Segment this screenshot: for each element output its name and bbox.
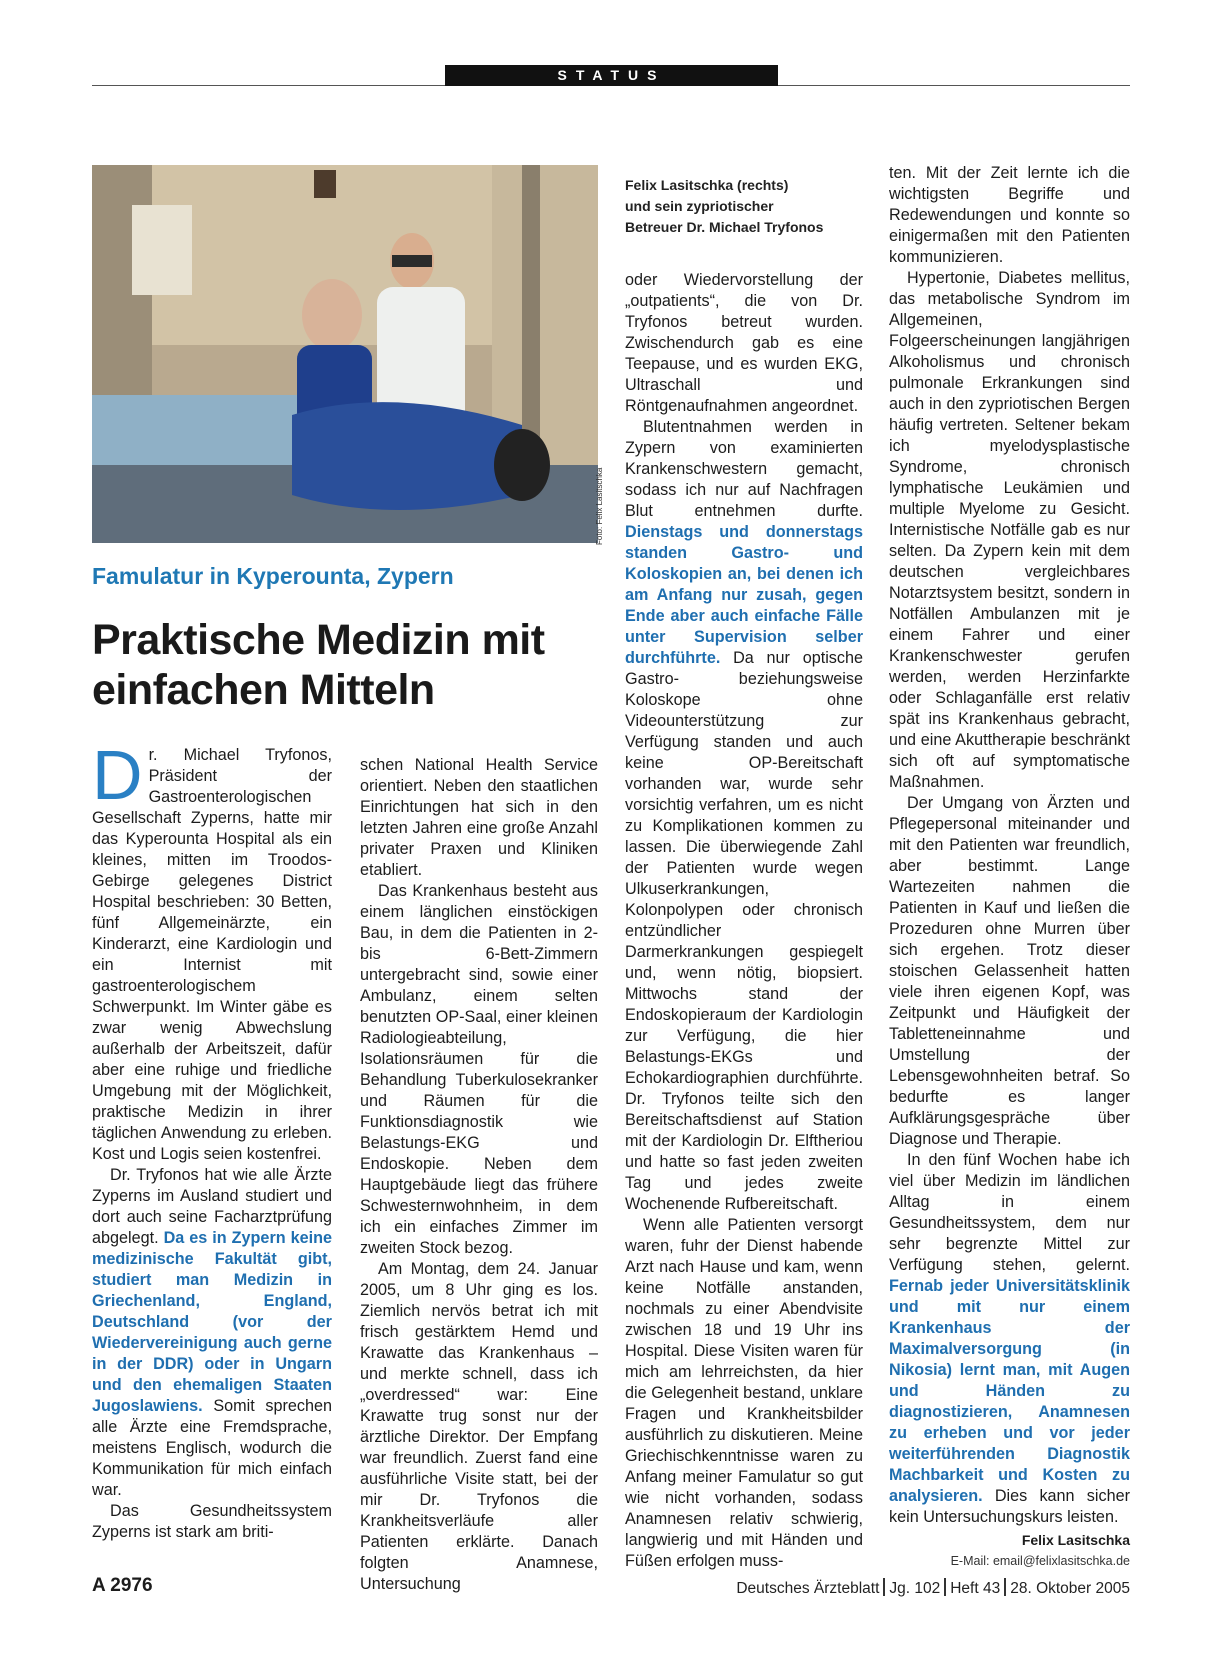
paragraph-text: In den fünf Wochen habe ich viel über Medizin im ländlichen Alltag in einem Gesundheitssystem, dem nur sehr begrenzte Mittel zur Verfügung stehen, gelernt. [889, 1151, 1130, 1274]
journal-volume: Jg. 102 [889, 1580, 941, 1597]
journal-footer [736, 1578, 1130, 1598]
highlighted-text: Da es in Zypern keine medizinische Fakultät gibt, studiert man Medizin in Griechenland, England, Deutschland (vor der Wiedervereinigung auch gerne in der DDR) oder in Ungarn und den ehemaligen Staaten Jugoslawiens. [92, 1229, 333, 1415]
paragraph-text: Somit sprechen alle Ärzte eine Fremdsprache, meistens Englisch, wodurch die Kommunikation für mich einfach war. [92, 1397, 332, 1499]
separator [1004, 1578, 1006, 1596]
paragraph-text: Da nur optische Gastro- beziehungsweise Koloskope ohne Videounterstützung zur Verfügung standen und auch keine OP-Bereitschaft vorhanden war, wurde sehr vorsichtig verfahren, um es nicht zu Komplikationen kommen zu lassen. Die überwiegende Zahl der Patienten wurde wegen Ulkuserkrankungen, Kolonpolypen oder chronisch entzündlicher Darmerkrankungen gespiegelt und, wenn nötig, biopsiert. Mittwochs stand der Endoskopieraum der Kardiologin zur Verfügung, die hier Belastungs-EKGs und Echokardiographien durchführte. Dr. Tryfonos teilte sich den Bereitschaftsdienst auf Station mit der Kardiologin Dr. Elftheriou und hatte so fast jeden zweiten Tag und jedes zweite Wochenende Rufbereitschaft. [625, 649, 863, 1213]
caption-line: Betreuer Dr. Michael Tryfonos [625, 219, 824, 235]
paragraph-text: r. Michael Tryfonos, Präsident der Gastroenterologischen Gesellschaft Zyperns, hatte mir das Kyperounta Hospital als ein kleines, mitten im Troodos-Gebirge gelegenes District Hospital beschrieben: 30 Betten, fünf Allgemeinärzte, ein Kinderarzt, eine Kardiologin und ein Internist mit gastroenterologischem Schwerpunkt. Im Winter gäbe es zwar wenig Abwechslung außerhalb der Arbeitszeit, dafür aber eine ruhige und friedliche Umgebung mit der Möglichkeit, praktische Medizin in ihrer täglichen Anwendung zu erleben. Kost und Logis seien kostenfrei. [92, 746, 332, 1163]
paragraph-text: Dr. Tryfonos hat wie alle Ärzte Zyperns im Ausland studiert und dort auch seine Facharztprüfung abgelegt. [92, 1166, 332, 1247]
author-email[interactable]: E-Mail: email@felixlasitschka.de [950, 1554, 1130, 1568]
paragraph-text: Dies kann sicher kein Untersuchungskurs leisten. [889, 1487, 1130, 1526]
photo-credit: Foto: Felix Lasitschka [595, 467, 604, 545]
paragraph: oder Wiedervorstellung der „outpatients“, die von Dr. Tryfonos betreut wurden. Zwischendurch gab es eine Teepause, und es wurden EKG, Ultraschall und Röntgenaufnahmen angeordnet. [625, 271, 863, 415]
photo-illustration [92, 165, 598, 543]
paragraph: Hypertonie, Diabetes mellitus, das metabolische Syndrom im Allgemeinen, Folgeerscheinungen langjährigen Alkoholismus und chronisch pulmonale Erkrankungen sind auch in den zypriotischen Bergen häufig vertreten. Seltener bekam ich myelodysplastische Syndrome, chronisch lymphatische Leukämien und multiple Myelome zu Gesicht. Internistische Notfälle gab es nur selten. Da Zypern kein mit dem deutschen vergleichbares Notarztsystem besitzt, sondern in Notfällen Ambulanzen mit je einem Fahrer und einer Krankenschwester gerufen werden, werden Herzinfarkte oder Schlaganfälle erst relativ spät ins Krankenhaus gebracht, und eine Akuttherapie beschränkt sich oft auf symptomatische Maßnahmen. [889, 269, 1130, 791]
article-photo [92, 165, 598, 543]
author-signature: Felix Lasitschka [1021, 1532, 1130, 1548]
highlighted-text: Fernab jeder Universitätsklinik und mit nur einem Krankenhaus der Maximalversorgung (in Nikosia) lernt man, mit Augen und Händen zu diagnostizieren, Anamnesen zu erheben und vor jeder weiterführenden Diagnostik Machbarkeit und Kosten zu analysieren. [889, 1277, 1130, 1505]
text-column-3 [625, 270, 863, 1572]
paragraph: Wenn alle Patienten versorgt waren, fuhr der Dienst habende Arzt nach Hause und kam, wenn keine Notfälle anstanden, nochmals zu einer Abendvisite zwischen 18 und 19 Uhr ins Hospital. Diese Visiten waren für mich am lehrreichsten, da hier die Gelegenheit bestand, unklare Fragen und Krankheitsbilder ausführlich zu diskutieren. Meine Griechischkenntnisse waren zu Anfang meiner Famulatur so gut wie nicht vorhanden, sodass Anamnesen relativ schwierig, langwierig und mit Händen und Füßen erfolgen muss- [625, 1216, 863, 1570]
paragraph [625, 417, 863, 1215]
text-column-2 [360, 755, 598, 1595]
paragraph [92, 736, 332, 1165]
drop-cap: D [92, 736, 143, 814]
separator [883, 1578, 885, 1596]
text-column-4 [889, 163, 1130, 1572]
highlighted-text: Dienstags und donnerstags standen Gastro- und Koloskopien an, bei denen ich am Anfang nur zusah, gegen Ende aber auch einfache Fälle unter Supervision selber durchführte. [625, 523, 863, 667]
paragraph: Am Montag, dem 24. Januar 2005, um 8 Uhr ging es los. Ziemlich nervös betrat ich mit frisch gestärktem Hemd und Krawatte das Krankenhaus – und merkte schnell, dass ich „overdressed“ war: Eine Krawatte trug sonst nur der ärztliche Direktor. Der Empfang war freundlich. Zuerst fand eine ausführliche Visite statt, bei der mir Dr. Tryfonos die Krankheitsverläufe aller Patienten erklärte. Danach folgten Anamnese, Untersuchung [360, 1260, 598, 1593]
journal-issue: Heft 43 [950, 1580, 1001, 1597]
caption-line: Felix Lasitschka (rechts) [625, 177, 789, 193]
section-label: STATUS [445, 65, 778, 86]
paragraph [889, 1150, 1130, 1528]
headline-line: einfachen Mitteln [92, 666, 435, 714]
paragraph: Das Gesundheitssystem Zyperns ist stark am briti- [92, 1502, 332, 1541]
paragraph: ten. Mit der Zeit lernte ich die wichtigsten Begriffe und Redewendungen und konnte so einigermaßen mit den Patienten kommunizieren. [889, 164, 1130, 266]
headline-line: Praktische Medizin mit [92, 616, 545, 664]
paragraph [92, 1165, 332, 1501]
paragraph: Der Umgang von Ärzten und Pflegepersonal miteinander und mit den Patienten war freundlich, aber bestimmt. Lange Wartezeiten nahmen die Patienten in Kauf und ließen die Prozeduren ohne Murren über sich ergehen. Trotz dieser stoischen Gelassenheit hatten viele ihren eigenen Kopf, was Zeitpunkt und Häufigkeit der Tabletteneinnahme und Umstellung der Lebensgewohnheiten betraf. So bedurfte es langer Aufklärungsgespräche über Diagnose und Therapie. [889, 794, 1130, 1148]
photo-caption [625, 175, 865, 238]
paragraph: schen National Health Service orientiert. Neben den staatlichen Einrichtungen hat sich in den letzten Jahren eine große Anzahl privater Praxen und Kliniken etabliert. [360, 756, 598, 879]
journal-date: 28. Oktober 2005 [1010, 1580, 1130, 1597]
paragraph: Das Krankenhaus besteht aus einem länglichen einstöckigen Bau, in dem die Patienten in 2- bis 6-Bett-Zimmern untergebracht sind, sowie einer Ambulanz, einem selten benutzten OP-Saal, einer kleinen Radiologieabteilung, Isolationsräumen für die Behandlung Tuberkulosekranker und Räumen für die Funktionsdiagnostik wie Belastungs-EKG und Endoskopie. Neben dem Hauptgebäude liegt das frühere Schwesternwohnheim, in dem ich ein einfaches Zimmer im zweiten Stock bezog. [360, 882, 598, 1257]
journal-name: Deutsches Ärzteblatt [736, 1580, 880, 1597]
page-number: A 2976 [92, 1575, 153, 1596]
paragraph-text: Blutentnahmen werden in Zypern von examinierten Krankenschwestern gemacht, sodass ich nur auf Nachfragen Blut entnehmen durfte. [625, 418, 863, 520]
text-column-1 [92, 736, 333, 1543]
caption-line: und sein zypriotischer [625, 198, 774, 214]
headline [92, 615, 592, 715]
separator [944, 1578, 946, 1596]
kicker: Famulatur in Kyperounta, Zypern [92, 563, 454, 589]
